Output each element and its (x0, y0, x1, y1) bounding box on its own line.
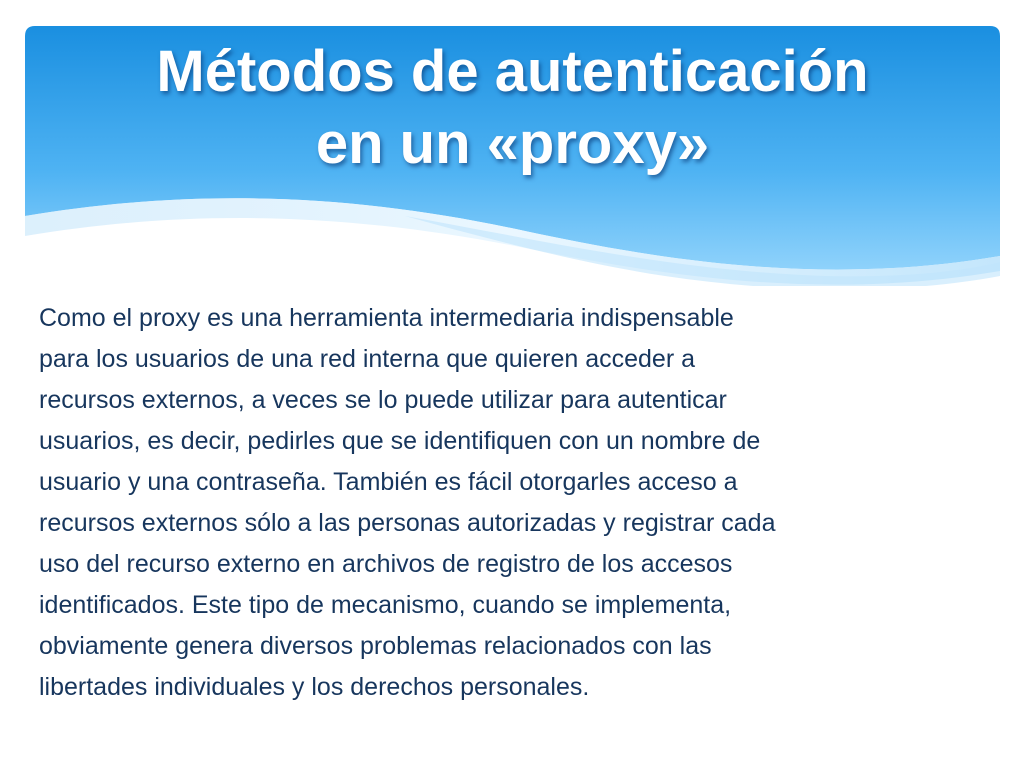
slide-title-line-1: Métodos de autenticación (156, 39, 869, 104)
slide-body-paragraph: Como el proxy es una herramienta intermediaria indispensable para los usuarios de una red interna que quieren acceder a recursos externos, a veces se lo puede utilizar para autenticar usuarios, es decir, pedirles que se identifiquen con un nombre de usuario y una contraseña. También es fácil otorgarles acceso a recursos externos sólo a las personas autorizadas y registrar cada uso del recurso externo en archivos de registro de los accesos identificados. Este tipo de mecanismo, cuando se implementa, obviamente genera diversos problemas relacionados con las libertades individuales y los derechos personales. (39, 304, 776, 701)
slide-title (25, 36, 1000, 180)
slide-title-line-2: en un «proxy» (315, 111, 710, 176)
